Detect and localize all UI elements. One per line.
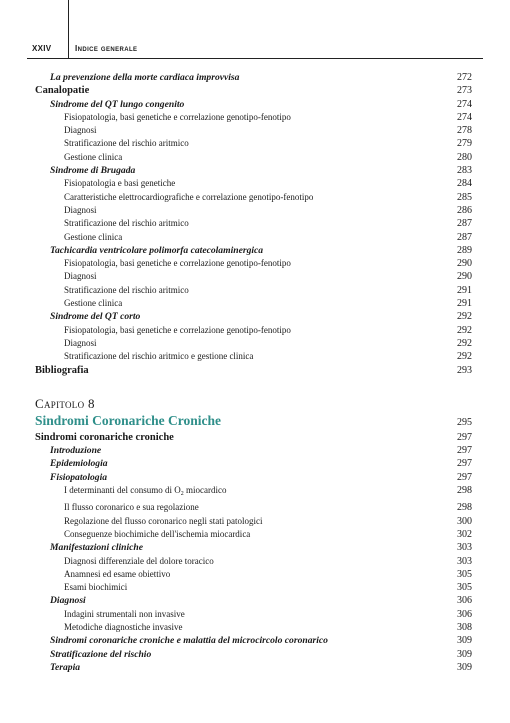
toc-entry-title: Gestione clinica	[64, 231, 123, 242]
toc-entry-page: 291	[457, 298, 472, 310]
toc-entry-title: Metodiche diagnostiche invasive	[64, 621, 183, 632]
toc-entry[interactable]	[35, 484, 472, 501]
toc-entry[interactable]	[35, 471, 472, 484]
toc-entry[interactable]	[35, 444, 472, 457]
toc-entry[interactable]	[35, 581, 472, 594]
toc-entry[interactable]	[35, 217, 472, 230]
toc-entry[interactable]	[35, 661, 472, 674]
toc-entry[interactable]	[35, 310, 472, 323]
toc-entry-page: 273	[457, 85, 472, 97]
chapter-heading[interactable]	[35, 412, 472, 431]
toc-entry-page: 302	[457, 528, 472, 540]
toc-entry-title: Stratificazione del rischio aritmico	[64, 218, 189, 229]
chapter-spacer	[35, 377, 472, 395]
toc-entry-title: Terapia	[50, 661, 81, 673]
toc-entry-title: Anamnesi ed esame obiettivo	[64, 568, 171, 579]
toc-entry-page: 279	[457, 138, 472, 150]
toc-entry[interactable]	[35, 364, 472, 377]
toc-entry[interactable]	[35, 324, 472, 337]
toc-entry-title: Bibliografia	[35, 364, 89, 376]
header-vertical-rule	[68, 0, 69, 58]
toc-entry[interactable]	[35, 568, 472, 581]
toc-entry-title: Sindromi coronariche croniche	[35, 431, 174, 443]
chapter-page: 295	[457, 416, 472, 428]
toc-entry[interactable]	[35, 124, 472, 137]
toc-entry-title: Fisiopatologia, basi genetiche e correlazione genotipo-fenotipo	[64, 111, 291, 122]
toc-entry-title: La prevenzione della morte cardiaca improvvisa	[50, 72, 240, 83]
toc-entry-page: 298	[457, 485, 472, 497]
toc-entry-page: 287	[457, 231, 472, 243]
toc-entry[interactable]	[35, 350, 472, 363]
toc-entry-page: 309	[457, 648, 472, 660]
toc-entry-page: 274	[457, 98, 472, 110]
toc-entry-title: Diagnosi	[64, 337, 97, 348]
chapter-label: Capitolo 8	[35, 395, 95, 411]
toc-entry[interactable]	[35, 528, 472, 541]
toc-entry-title: Stratificazione del rischio aritmico	[64, 138, 189, 149]
toc-entry[interactable]	[35, 204, 472, 217]
toc-entry-page: 297	[457, 471, 472, 483]
toc-entry-title: Caratteristiche elettrocardiografiche e correlazione genotipo-fenotipo	[64, 191, 314, 202]
toc-entry[interactable]	[35, 431, 472, 444]
toc-entry-title: Esami biochimici	[64, 582, 128, 593]
toc-entry[interactable]	[35, 501, 472, 514]
toc-entry-title: Sindrome del QT lungo congenito	[50, 98, 185, 110]
toc-entry-page: 293	[457, 364, 472, 376]
page-number: XXIV	[32, 44, 52, 53]
toc-entry-title: Regolazione del flusso coronarico negli stati patologici	[64, 515, 263, 526]
toc-entry[interactable]	[35, 257, 472, 270]
toc-entry-title: Fisiopatologia, basi genetiche e correlazione genotipo-fenotipo	[64, 324, 291, 335]
toc-entry-page: 303	[457, 555, 472, 567]
toc-entry-title: Manifestazioni cliniche	[50, 542, 144, 554]
toc-entry[interactable]	[35, 244, 472, 257]
toc-entry-title: Diagnosi	[64, 125, 97, 136]
table-of-contents	[35, 71, 472, 674]
toc-entry[interactable]	[35, 177, 472, 190]
toc-entry-page: 290	[457, 271, 472, 283]
toc-section-a	[35, 71, 472, 377]
toc-entry[interactable]	[35, 608, 472, 621]
toc-entry-title: Epidemiologia	[50, 458, 108, 470]
toc-entry-title: Introduzione	[50, 445, 102, 457]
toc-entry-subscript: 2	[180, 491, 184, 498]
toc-entry-title: Conseguenze biochimiche dell'ischemia miocardica	[64, 528, 251, 539]
toc-entry-page: 278	[457, 125, 472, 137]
toc-entry[interactable]	[35, 555, 472, 568]
toc-entry[interactable]	[35, 457, 472, 470]
toc-entry[interactable]	[35, 231, 472, 244]
toc-entry-page: 306	[457, 595, 472, 607]
toc-entry-title: Sindromi coronariche croniche e malattia del microcircolo coronarico	[50, 635, 328, 647]
toc-entry[interactable]	[35, 541, 472, 554]
toc-entry-title: Stratificazione del rischio aritmico	[64, 284, 189, 295]
toc-entry[interactable]	[35, 621, 472, 634]
toc-entry-title: Canalopatie	[35, 85, 90, 97]
toc-entry-page: 300	[457, 515, 472, 527]
toc-entry[interactable]	[35, 515, 472, 528]
toc-entry[interactable]	[35, 191, 472, 204]
toc-entry-page: 306	[457, 608, 472, 620]
toc-entry-title: Gestione clinica	[64, 298, 123, 309]
toc-entry-title: Sindrome del QT corto	[50, 311, 141, 323]
toc-entry-page: 289	[457, 244, 472, 256]
toc-entry-page: 292	[457, 337, 472, 349]
toc-entry-title: Fisiopatologia	[50, 471, 108, 483]
running-header-title: Indice generale	[75, 44, 138, 53]
toc-entry-title: Diagnosi	[64, 204, 97, 215]
toc-entry[interactable]	[35, 297, 472, 310]
toc-entry-title: Indagini strumentali non invasive	[64, 608, 185, 619]
toc-entry-page: 297	[457, 458, 472, 470]
toc-entry[interactable]	[35, 634, 472, 647]
toc-entry-page: 309	[457, 661, 472, 673]
toc-entry-page: 308	[457, 621, 472, 633]
toc-entry-title: Gestione clinica	[64, 151, 123, 162]
header-horizontal-rule	[27, 58, 483, 59]
toc-entry[interactable]	[35, 270, 472, 283]
toc-entry-page: 291	[457, 284, 472, 296]
toc-entry-title: Diagnosi	[64, 271, 97, 282]
toc-entry-title: Stratificazione del rischio	[50, 648, 152, 660]
toc-entry-page: 285	[457, 191, 472, 203]
toc-entry-page: 298	[457, 502, 472, 514]
toc-entry[interactable]	[35, 71, 472, 84]
toc-entry-page: 292	[457, 324, 472, 336]
toc-entry-page: 272	[457, 72, 472, 83]
toc-entry[interactable]	[35, 151, 472, 164]
toc-entry-page: 290	[457, 258, 472, 270]
toc-entry[interactable]	[35, 111, 472, 124]
toc-entry[interactable]	[35, 98, 472, 111]
toc-entry-page: 274	[457, 111, 472, 123]
toc-entry-page: 292	[457, 351, 472, 363]
toc-entry[interactable]	[35, 648, 472, 661]
toc-entry-page: 297	[457, 445, 472, 457]
toc-entry[interactable]	[35, 337, 472, 350]
toc-entry-title: I determinanti del consumo di $O_2$ miocardico	[64, 485, 227, 498]
toc-entry-page: 284	[457, 178, 472, 190]
toc-entry-title: Tachicardia ventricolare polimorfa catecolaminergica	[50, 244, 264, 256]
toc-entry-title: Diagnosi differenziale del dolore toracico	[64, 555, 214, 566]
toc-entry[interactable]	[35, 84, 472, 97]
toc-entry-title: Sindrome di Brugada	[50, 165, 136, 177]
toc-entry-page: 305	[457, 582, 472, 594]
toc-entry-page: 292	[457, 311, 472, 323]
toc-entry-page: 297	[457, 431, 472, 443]
toc-entry-page: 286	[457, 204, 472, 216]
toc-entry-title: Stratificazione del rischio aritmico e gestione clinica	[64, 351, 254, 362]
toc-entry-page: 309	[457, 635, 472, 647]
toc-entry-page: 305	[457, 568, 472, 580]
toc-entry[interactable]	[35, 164, 472, 177]
toc-entry-title: Fisiopatologia, basi genetiche e correlazione genotipo-fenotipo	[64, 258, 291, 269]
toc-section-b	[35, 431, 472, 674]
toc-entry-page: 287	[457, 218, 472, 230]
toc-entry-title-suffix: miocardico	[183, 485, 227, 496]
toc-entry-page: 303	[457, 542, 472, 554]
toc-entry-title: Diagnosi	[50, 595, 86, 607]
toc-entry[interactable]	[35, 284, 472, 297]
toc-entry-page: 283	[457, 165, 472, 177]
toc-entry-page: 280	[457, 151, 472, 163]
toc-entry-title: Fisiopatologia e basi genetiche	[64, 178, 176, 189]
toc-entry-title: Il flusso coronarico e sua regolazione	[64, 502, 199, 513]
chapter-title: Sindromi Coronariche Croniche	[35, 412, 222, 428]
toc-entry[interactable]	[35, 594, 472, 607]
toc-entry[interactable]	[35, 137, 472, 150]
